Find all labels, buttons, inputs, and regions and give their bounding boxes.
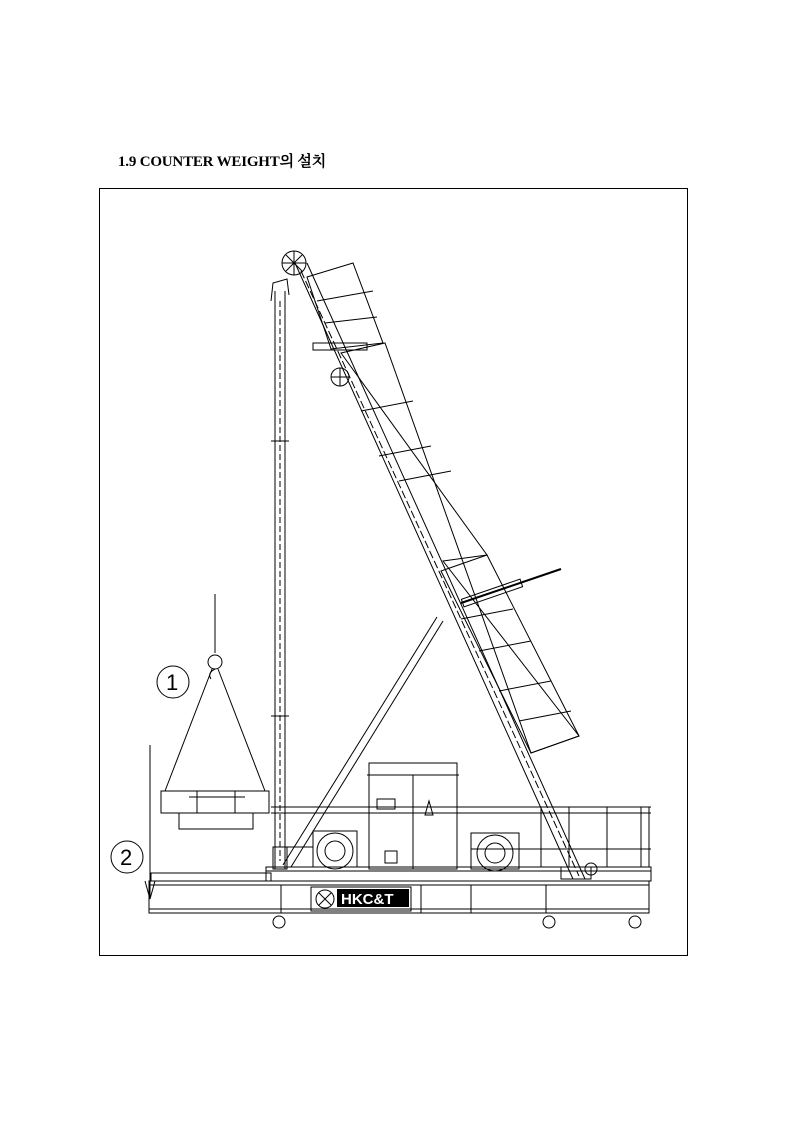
counter-weight-installation-drawing: [100, 189, 687, 955]
suspended-counterweight: [161, 594, 269, 829]
hkct-logo: [316, 889, 409, 908]
vertical-mast: [271, 279, 289, 869]
control-cabinet: [367, 763, 459, 869]
step-number: 2: [120, 845, 133, 870]
step-callout-1: [157, 666, 189, 698]
section-title: 1.9 COUNTER WEIGHT의 설치: [118, 154, 326, 170]
drawing-frame: [99, 188, 688, 956]
step-number: 1: [166, 670, 179, 695]
winch-drums: [285, 831, 519, 871]
logo-text: HKC&T: [341, 891, 394, 908]
step-callout-2: [111, 841, 143, 873]
wheels: [273, 913, 641, 928]
lowering-arrow: [145, 745, 155, 899]
inclined-boom: [282, 251, 597, 879]
